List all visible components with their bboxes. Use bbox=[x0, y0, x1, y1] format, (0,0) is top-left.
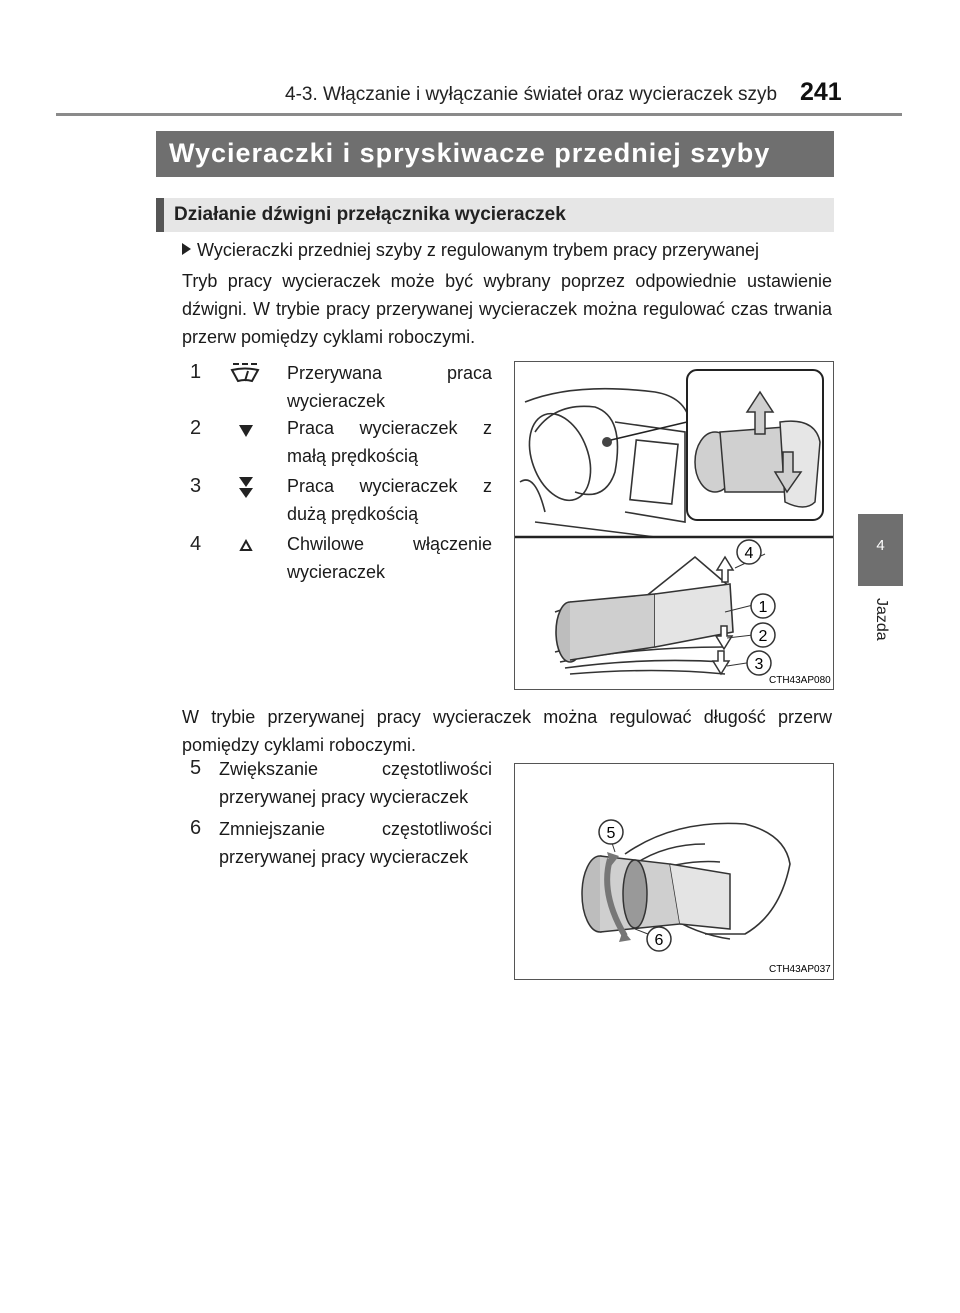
mode-text: Praca wycieraczek z dużą prędkością bbox=[287, 476, 492, 524]
intro-paragraph: Tryb pracy wycieraczek może być wybrany poprzez odpowiednie ustawienie dźwigni. W trybie pracy przerywanej wycieraczek można regulować czas trwania przerw pomiędzy cyklami roboczymi. bbox=[182, 271, 832, 347]
figure-wiper-lever bbox=[514, 361, 834, 690]
adjust-text: Zwiększanie częstotliwości przerywanej pracy wycieraczek bbox=[219, 759, 492, 807]
callout-label: 4 bbox=[744, 545, 754, 562]
double-arrow-down-icon bbox=[238, 476, 254, 500]
callout-label: 3 bbox=[754, 656, 764, 673]
figure-code: CTH43AP080 bbox=[769, 675, 831, 686]
section-heading: 4-3. Włączanie i wyłączanie świateł oraz wycieraczek szyb bbox=[285, 84, 778, 105]
chapter-label: Jazda bbox=[873, 598, 890, 641]
callout-label: 6 bbox=[654, 932, 664, 949]
callout-label: 1 bbox=[758, 599, 768, 616]
adjust-text: Zmniejszanie częstotliwości przerywanej pracy wycieraczek bbox=[219, 819, 492, 867]
subtitle: Działanie dźwigni przełącznika wycieraczek bbox=[174, 204, 566, 225]
page-title: Wycieraczki i spryskiwacze przedniej szyby bbox=[169, 138, 771, 168]
subtitle-accent bbox=[156, 198, 164, 232]
mode-text: Chwilowe włączenie wycieraczek bbox=[287, 534, 492, 582]
title-bar bbox=[156, 131, 834, 177]
item-number: 3 bbox=[190, 475, 202, 497]
header-rule bbox=[56, 113, 902, 116]
arrow-up-outline-icon bbox=[239, 539, 253, 551]
item-number: 6 bbox=[190, 817, 202, 839]
callout-label: 2 bbox=[758, 628, 768, 645]
second-paragraph: W trybie przerywanej pracy wycieraczek można regulować długość przerw pomiędzy cyklami roboczymi. bbox=[182, 707, 832, 755]
single-arrow-down-icon bbox=[238, 424, 254, 438]
item-number: 5 bbox=[190, 757, 202, 779]
bullet-text: Wycieraczki przedniej szyby z regulowanym trybem pracy przerywanej bbox=[197, 240, 760, 260]
bullet-heading bbox=[182, 240, 759, 261]
callout-label: 5 bbox=[606, 825, 616, 842]
chapter-number: 4 bbox=[876, 537, 885, 554]
mode-text: Praca wycieraczek z małą prędkością bbox=[287, 418, 492, 466]
wiper-lever-illustration bbox=[515, 362, 833, 689]
mode-text: Przerywana praca wycieraczek bbox=[287, 363, 492, 411]
item-number: 1 bbox=[190, 361, 202, 383]
bullet-triangle-icon bbox=[182, 243, 191, 255]
page-number: 241 bbox=[800, 78, 842, 106]
subtitle-bar bbox=[156, 198, 834, 232]
intermittent-wiper-icon bbox=[229, 362, 261, 386]
interval-adjust-illustration bbox=[515, 764, 833, 979]
figure-interval-adjust bbox=[514, 763, 834, 980]
figure-code: CTH43AP037 bbox=[769, 964, 831, 975]
chapter-label-wrapper bbox=[866, 598, 896, 658]
item-number: 2 bbox=[190, 417, 202, 439]
item-number: 4 bbox=[190, 533, 202, 555]
